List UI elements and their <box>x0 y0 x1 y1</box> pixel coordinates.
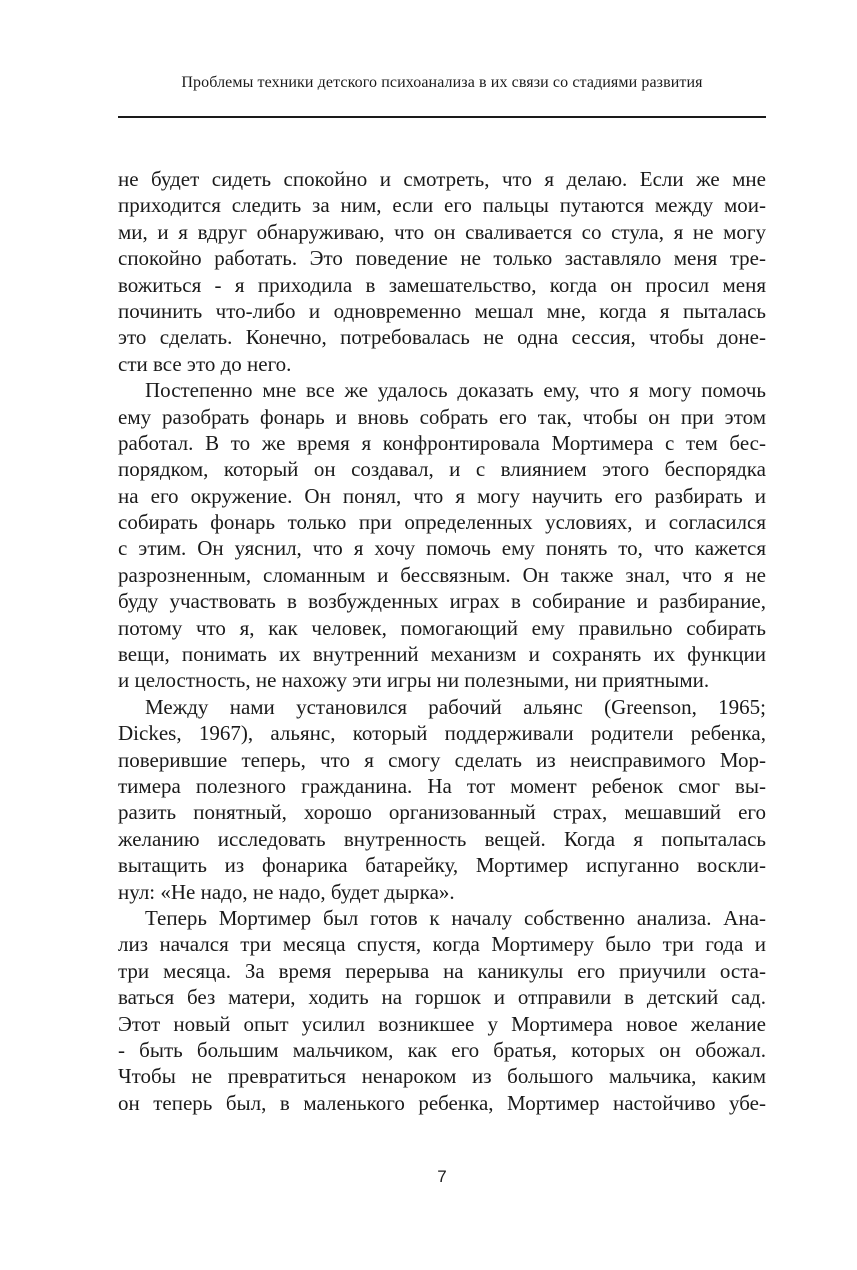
text-line: разить понятный, хорошо организованный страх, мешавший его <box>118 800 766 825</box>
text-line: поверившие теперь, что я смогу сделать из неисправимого Мор- <box>118 747 766 772</box>
text-line: тимера полезного гражданина. На тот момент ребенок смог вы- <box>118 773 766 798</box>
text-line: приходится следить за ним, если его пальцы путаются между мои- <box>118 193 766 218</box>
text-line: вещи, понимать их внутренний механизм и сохранять их функции <box>118 642 766 667</box>
running-header: Проблемы техники детского психоанализа в их связи со стадиями развития <box>181 74 703 91</box>
text-line: Теперь Мортимер был готов к началу собственно анализа. Ана- <box>145 905 766 930</box>
text-line: вытащить из фонарика батарейку, Мортимер испуганно воскли- <box>118 853 766 878</box>
text-line: три месяца. За время перерыва на каникулы его приучили оста- <box>118 958 766 983</box>
text-line: сти все это до него. <box>118 351 292 376</box>
text-line: Dickes, 1967), альянс, который поддерживали родители ребенка, <box>118 721 766 746</box>
text-line: порядком, который он создавал, и с влиянием этого беспорядка <box>118 457 766 482</box>
text-line: Между нами установился рабочий альянс (Greenson, 1965; <box>145 694 766 719</box>
text-line: работал. В то же время я конфронтировала Мортимера с тем бес- <box>118 430 766 455</box>
text-line: спокойно работать. Это поведение не только заставляло меня тре- <box>118 246 766 271</box>
text-line: ему разобрать фонарь и вновь собрать его так, чтобы он при этом <box>118 404 766 429</box>
text-line: нул: «Не надо, не надо, будет дырка». <box>118 879 455 904</box>
page-number: 7 <box>437 1167 447 1186</box>
body-text <box>118 166 766 1116</box>
text-line: вожиться - я приходила в замешательство, когда он просил меня <box>118 272 766 297</box>
text-line: не будет сидеть спокойно и смотреть, что я делаю. Если же мне <box>118 167 766 191</box>
text-line: и целостность, не нахожу эти игры ни полезными, ни приятными. <box>118 668 710 693</box>
text-line: ваться без матери, ходить на горшок и отправили в детский сад. <box>118 985 766 1010</box>
text-line: желанию исследовать внутренность вещей. Когда я попыталась <box>118 826 766 851</box>
text-line: - быть большим мальчиком, как его братья, которых он обожал. <box>118 1037 766 1062</box>
text-line: на его окружение. Он понял, что я могу научить его разбирать и <box>118 483 766 508</box>
text-line: Этот новый опыт усилил возникшее у Мортимера новое желание <box>118 1011 766 1036</box>
text-line: он теперь был, в маленького ребенка, Мортимер настойчиво убе- <box>118 1090 766 1115</box>
header-rule <box>118 116 766 118</box>
text-line: ми, и я вдруг обнаруживаю, что он сваливается со стула, я не могу <box>118 219 766 244</box>
text-line: Чтобы не превратиться ненароком из большого мальчика, каким <box>118 1064 766 1089</box>
text-line: буду участвовать в возбужденных играх в собирание и разбирание, <box>118 589 766 614</box>
text-line: это сделать. Конечно, потребовалась не одна сессия, чтобы доне- <box>118 325 766 350</box>
text-line: починить что-либо и одновременно мешал мне, когда я пыталась <box>118 298 766 323</box>
text-line: с этим. Он уяснил, что я хочу помочь ему понять то, что кажется <box>118 536 766 561</box>
text-line: лиз начался три месяца спустя, когда Мортимеру было три года и <box>118 932 766 957</box>
text-line: разрозненным, сломанным и бессвязным. Он также знал, что я не <box>118 562 766 587</box>
text-line: Постепенно мне все же удалось доказать ему, что я могу помочь <box>145 378 766 403</box>
text-line: потому что я, как человек, помогающий ему правильно собирать <box>118 615 766 640</box>
text-line: собирать фонарь только при определенных условиях, и согласился <box>118 510 766 535</box>
